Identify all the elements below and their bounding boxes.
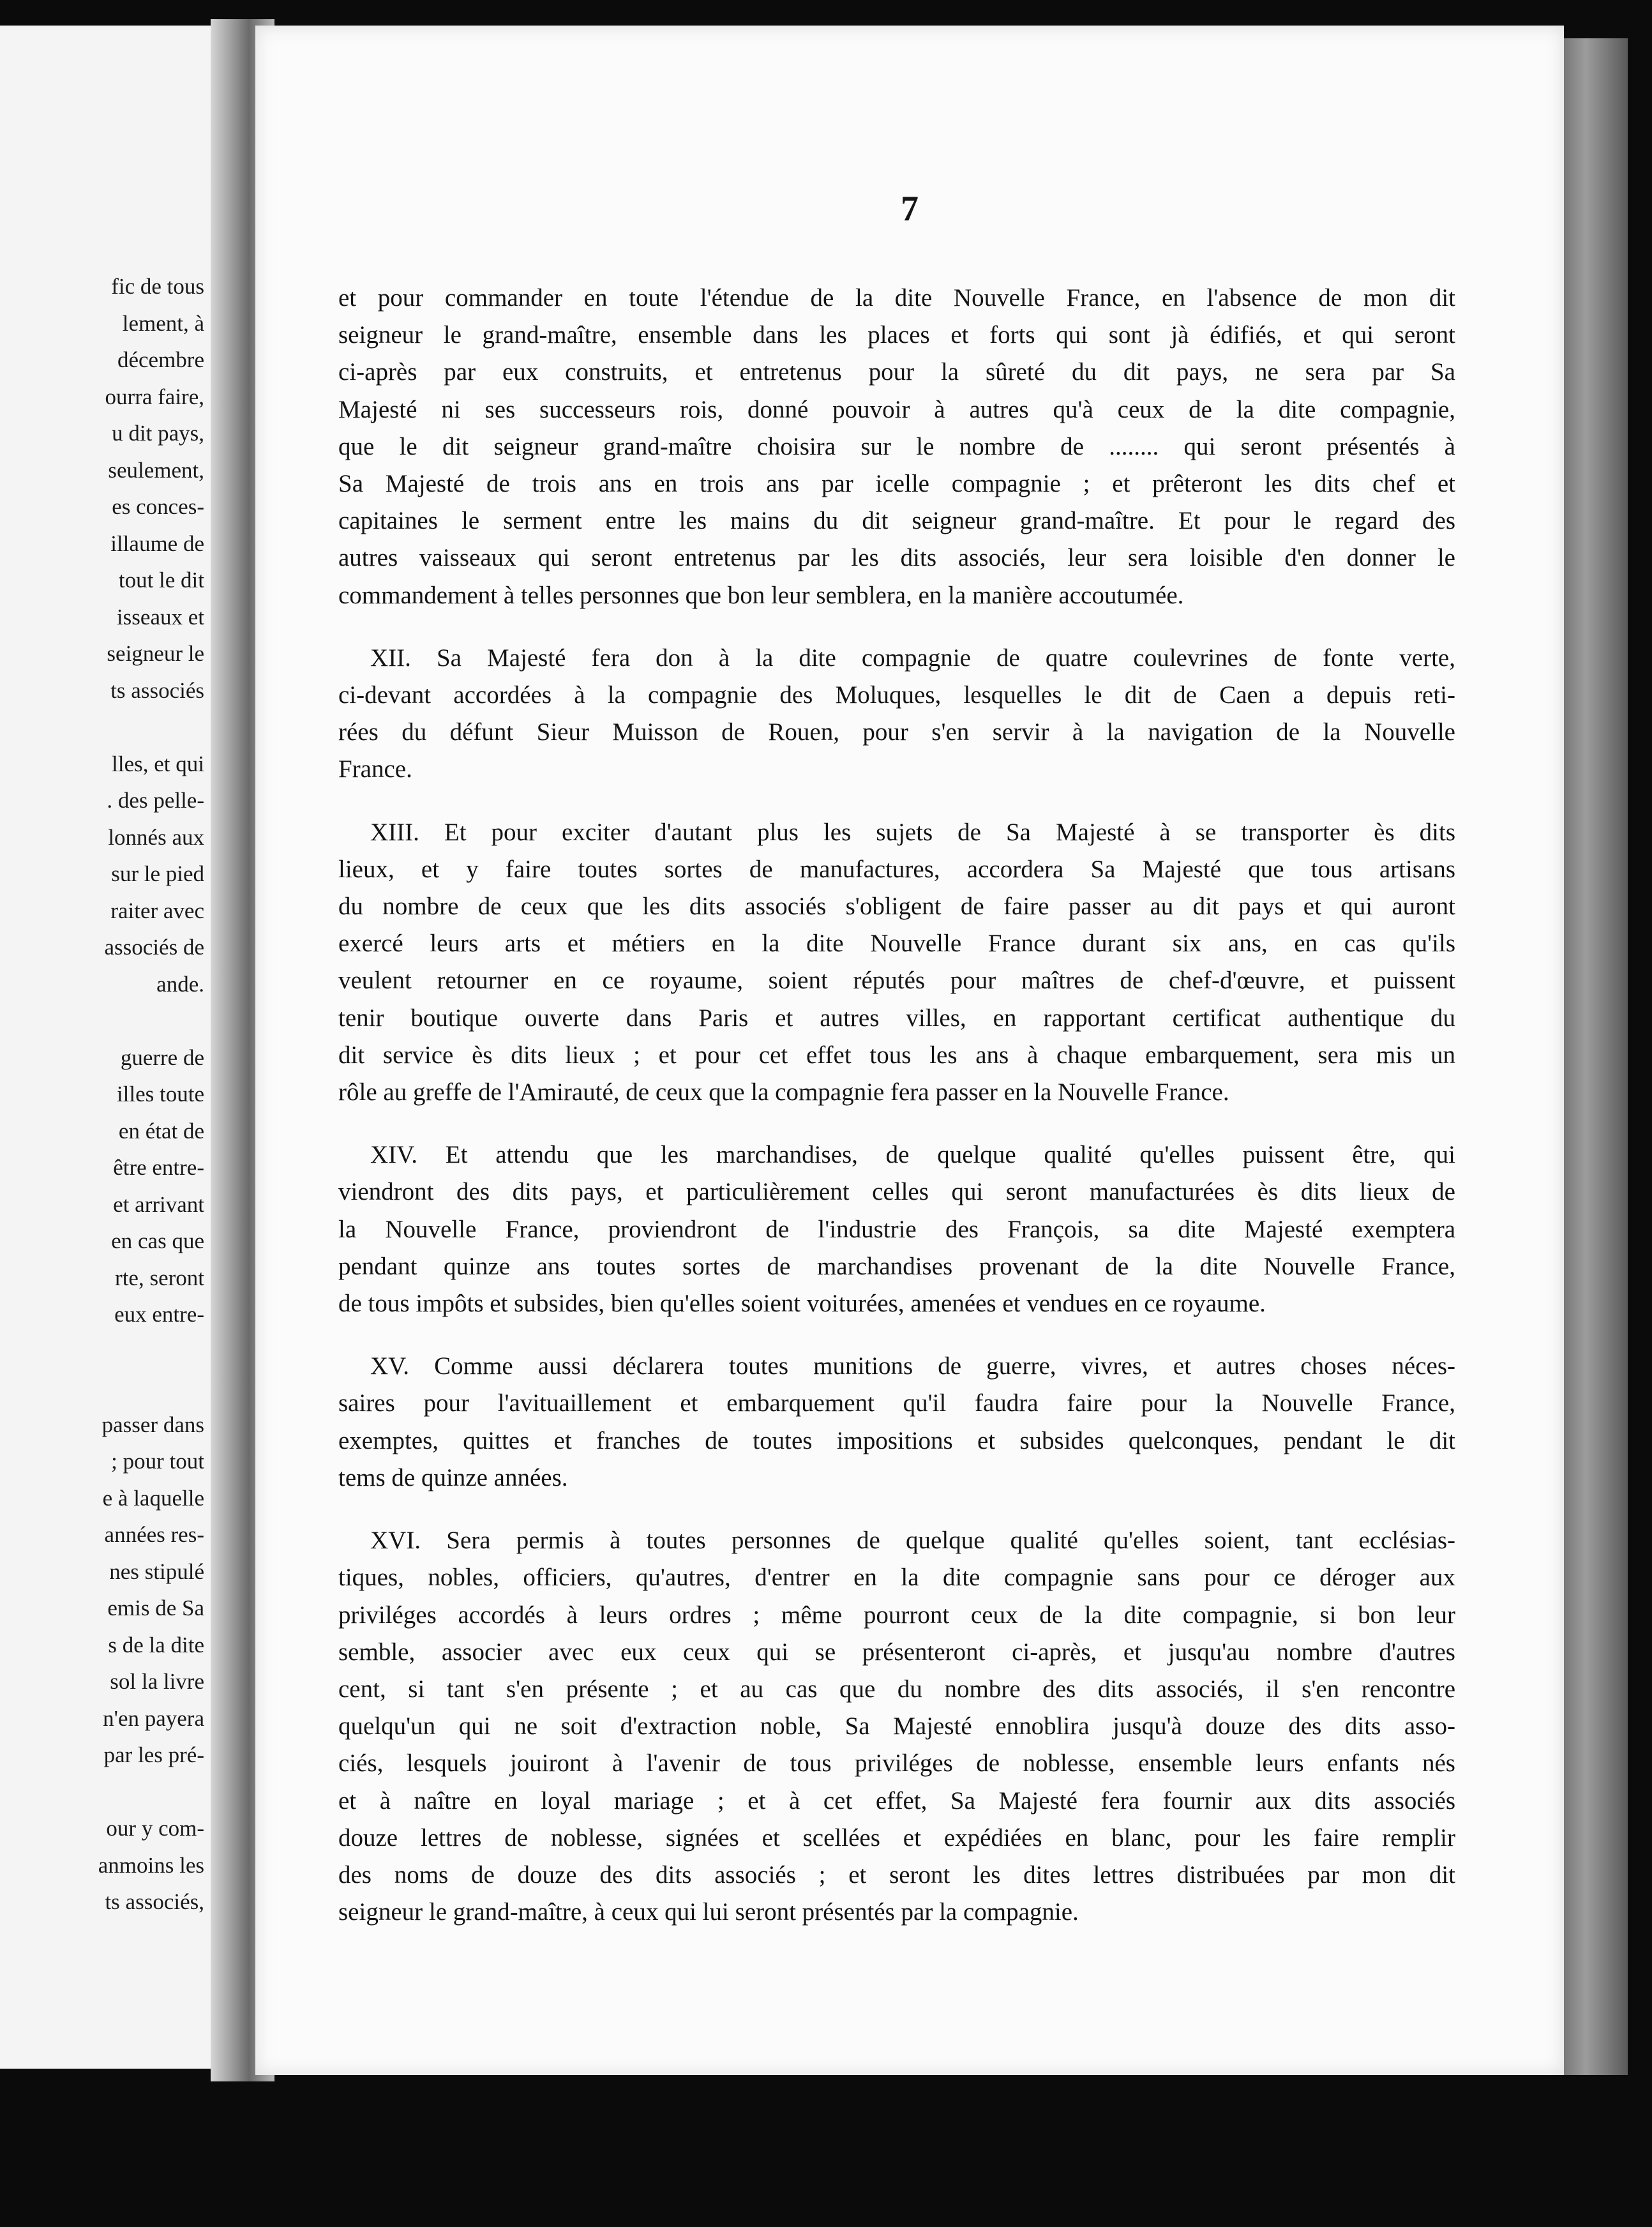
left-page-line: nes stipulé <box>109 1559 204 1584</box>
text-line: XV. Comme aussi déclarera toutes munitions de guerre, vivres, et autres choses néces- <box>370 1352 1455 1380</box>
left-page-line: être entre- <box>113 1155 204 1180</box>
left-page-line: . des pelle- <box>107 788 204 813</box>
left-page-line: ts associés, <box>105 1889 204 1914</box>
left-page-line: lonnés aux <box>108 824 204 850</box>
left-page-text <box>0 268 211 1921</box>
paragraph <box>338 640 1455 789</box>
left-page-line: anmoins les <box>98 1852 204 1878</box>
left-page-line: sur le pied <box>111 861 204 886</box>
paragraph <box>338 1136 1455 1322</box>
text-line: ci-après par eux construits, et entretenus pour la sûreté du dit pays, ne sera par Sa <box>338 358 1455 386</box>
text-line: la Nouvelle France, proviendront de l'industrie des François, sa dite Majesté exemptera <box>338 1215 1455 1243</box>
left-page-line: illes toute <box>116 1082 204 1106</box>
text-line: tems de quinze années. <box>338 1463 568 1491</box>
text-line: saires pour l'avituaillement et embarquement qu'il faudra faire pour la Nouvelle France, <box>338 1389 1455 1417</box>
text-line: Majesté ni ses successeurs rois, donné pouvoir à autres qu'à ceux de la dite compagnie, <box>338 395 1455 423</box>
left-page-line: ourra faire, <box>105 384 204 409</box>
left-page-line: seulement, <box>108 457 204 483</box>
text-line: quelqu'un qui ne soit d'extraction noble, Sa Majesté ennoblira jusqu'à douze des dits asso- <box>338 1712 1455 1740</box>
text-line: France. <box>338 755 412 783</box>
text-line: exercé leurs arts et métiers en la dite Nouvelle France durant six ans, en cas qu'ils <box>338 930 1455 958</box>
left-page-line: ande. <box>156 971 204 997</box>
left-page-line: u dit pays, <box>112 421 204 446</box>
text-line: du nombre de ceux que les dits associés s'obligent de faire passer au dit pays et qui auront <box>338 893 1455 921</box>
text-line: cent, si tant s'en présente ; et au cas que du nombre des dits associés, il s'en rencontre <box>338 1675 1455 1703</box>
text-line: capitaines le serment entre les mains du dit seigneur grand-maître. Et pour le regard des <box>338 507 1455 535</box>
left-page-line: en cas que <box>111 1228 204 1253</box>
paragraph <box>338 1348 1455 1497</box>
text-line: seigneur le grand-maître, ensemble dans les places et forts qui sont jà édifiés, et qui seront <box>338 321 1455 349</box>
left-page-line <box>0 1370 211 1407</box>
paragraph <box>338 280 1455 614</box>
paragraph <box>338 1522 1455 1931</box>
left-page-line: tout le dit <box>118 568 204 593</box>
left-page-line: our y com- <box>106 1816 204 1841</box>
text-line: XII. Sa Majesté fera don à la dite compagnie de quatre coulevrines de fonte verte, <box>370 644 1455 672</box>
text-line: lieux, et y faire toutes sortes de manufactures, accordera Sa Majesté que tous artisans <box>338 855 1455 883</box>
text-line: Sa Majesté de trois ans en trois ans par icelle compagnie ; et prêteront les dits chef et <box>338 470 1455 498</box>
left-page-line: lement, à <box>122 310 204 336</box>
left-page-line: années res- <box>104 1522 204 1547</box>
left-page-line: décembre <box>117 347 204 372</box>
left-page-line: passer dans <box>101 1412 204 1437</box>
text-line: XVI. Sera permis à toutes personnes de quelque qualité qu'elles soient, tant ecclésias- <box>370 1527 1455 1555</box>
paragraph <box>338 814 1455 1112</box>
text-line: viendront des dits pays, et particulièrement celles qui seront manufacturées ès dits lieux de <box>338 1178 1455 1206</box>
text-line: seigneur le grand-maître, à ceux qui lui seront présentés par la compagnie. <box>338 1898 1079 1926</box>
left-page-line: lles, et qui <box>112 751 204 776</box>
left-page-line: associés de <box>104 935 204 960</box>
left-page-line: guerre de <box>120 1045 204 1070</box>
left-page-line: en état de <box>118 1118 204 1144</box>
text-line: tenir boutique ouverte dans Paris et autres villes, en rapportant certificat authentique du <box>338 1004 1455 1032</box>
left-page-line: seigneur le <box>107 641 204 666</box>
left-page-line: isseaux et <box>116 604 204 630</box>
text-line: dit service ès dits lieux ; et pour cet effet tous les ans à chaque embarquement, sera mis un <box>338 1041 1455 1069</box>
text-line: des noms de douze des dits associés ; et seront les dites lettres distribuées par mon dit <box>338 1861 1455 1889</box>
left-page-line: raiter avec <box>110 898 204 923</box>
left-page-line: n'en payera <box>103 1705 204 1731</box>
left-page-line: s de la dite <box>108 1632 204 1657</box>
text-line: douze lettres de noblesse, signées et scellées et expédiées en blanc, pour les faire remplir <box>338 1823 1455 1852</box>
left-page-line: illaume de <box>110 531 204 556</box>
left-page-line <box>0 1774 211 1811</box>
left-page-line <box>0 1333 211 1370</box>
left-page-line: ; pour tout <box>111 1449 204 1474</box>
left-page-line: es conces- <box>112 494 204 519</box>
book-right-edge <box>1558 38 1628 2075</box>
left-page-line <box>0 709 211 746</box>
text-line: tiques, nobles, officiers, qu'autres, d'entrer en la dite compagnie sans pour ce déroger aux <box>338 1564 1455 1592</box>
left-page-line: emis de Sa <box>107 1596 204 1620</box>
text-line: semble, associer avec eux ceux qui se présenteront ci-après, et jusqu'au nombre d'autres <box>338 1638 1455 1666</box>
text-line: XIV. Et attendu que les marchandises, de quelque qualité qu'elles puissent être, qui <box>370 1141 1455 1169</box>
left-page-line: rte, seront <box>115 1265 204 1290</box>
page-number: 7 <box>901 189 919 229</box>
text-line: autres vaisseaux qui seront entretenus par les dits associés, leur sera loisible d'en donner le <box>338 544 1455 572</box>
left-page-line <box>0 1002 211 1039</box>
text-line: pendant quinze ans toutes sortes de marchandises provenant de la dite Nouvelle France, <box>338 1252 1455 1280</box>
text-line: de tous impôts et subsides, bien qu'elles soient voiturées, amenées et vendues en ce royaume. <box>338 1290 1266 1318</box>
left-page-line: sol la livre <box>110 1669 204 1694</box>
left-page-line: eux entre- <box>114 1302 204 1327</box>
text-line: rôle au greffe de l'Amirauté, de ceux que la compagnie fera passer en la Nouvelle France. <box>338 1078 1229 1106</box>
text-line: XIII. Et pour exciter d'autant plus les sujets de Sa Majesté à se transporter ès dits <box>370 818 1455 846</box>
text-line: rées du défunt Sieur Muisson de Rouen, pour s'en servir à la navigation de la Nouvelle <box>338 718 1455 746</box>
text-line: commandement à telles personnes que bon leur semblera, en la manière accoutumée. <box>338 581 1184 609</box>
text-line: et à naître en loyal mariage ; et à cet effet, Sa Majesté fera fournir aux dits associés <box>338 1786 1455 1815</box>
text-line: exemptes, quittes et franches de toutes impositions et subsides quelconques, pendant le dit <box>338 1426 1455 1454</box>
text-line: veulent retourner en ce royaume, soient réputés pour maîtres de chef-d'œuvre, et puissent <box>338 967 1455 995</box>
left-page-line: ts associés <box>110 677 204 703</box>
document-body <box>338 280 1455 1931</box>
left-page-line: e à laquelle <box>102 1485 204 1511</box>
text-line: priviléges accordés à leurs ordres ; même pourront ceux de la dite compagnie, si bon leur <box>338 1601 1455 1629</box>
left-page-line: fic de tous <box>111 274 204 299</box>
left-page-line: et arrivant <box>113 1191 204 1217</box>
text-line: ciés, lesquels jouiront à l'avenir de tous priviléges de noblesse, ensemble leurs enfants nés <box>338 1749 1455 1778</box>
text-line: que le dit seigneur grand-maître choisira sur le nombre de ........ qui seront présentés à <box>338 432 1455 460</box>
text-line: et pour commander en toute l'étendue de la dite Nouvelle France, en l'absence de mon dit <box>338 284 1455 312</box>
left-page-line: par les pré- <box>103 1742 204 1767</box>
text-line: ci-devant accordées à la compagnie des Moluques, lesquelles le dit de Caen a depuis reti- <box>338 681 1455 709</box>
page <box>255 26 1564 2075</box>
